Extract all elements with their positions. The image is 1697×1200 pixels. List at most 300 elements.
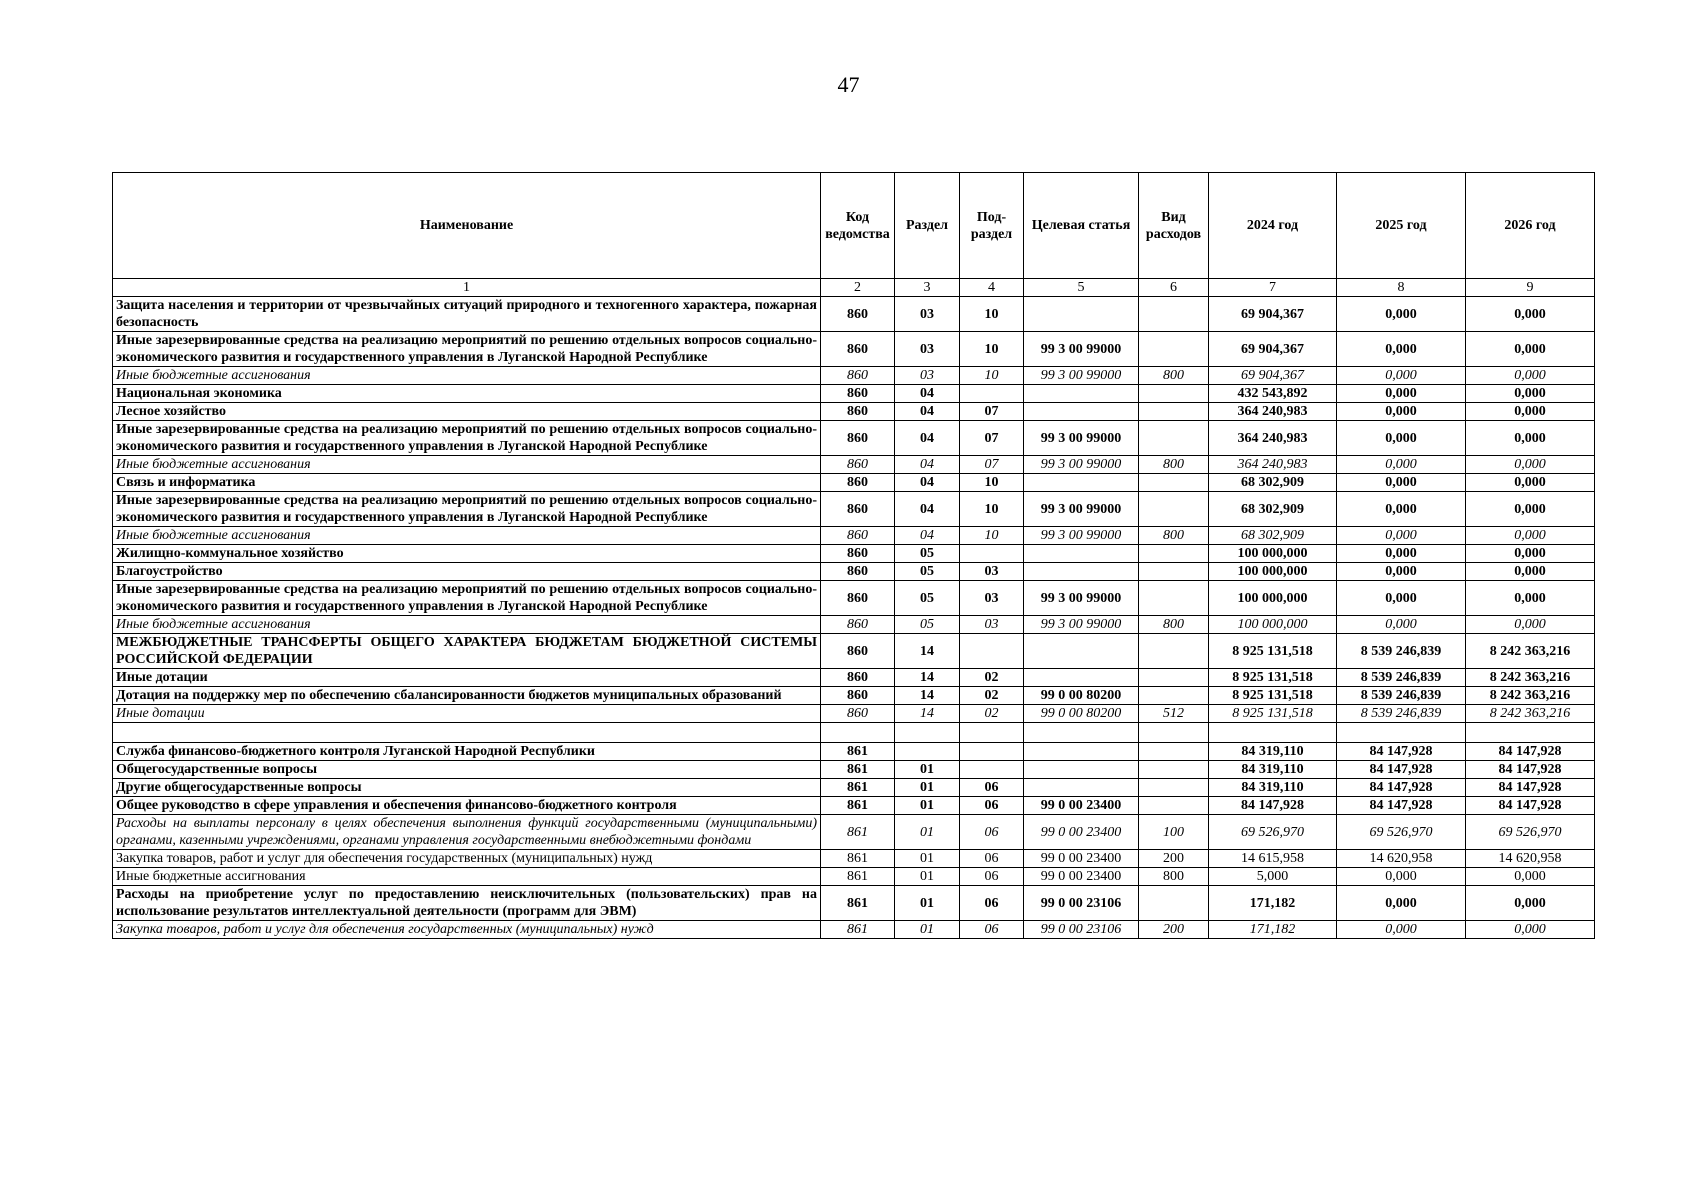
row-amount-2024: 8 925 131,518 bbox=[1209, 634, 1337, 669]
row-expense-type bbox=[1139, 687, 1209, 705]
row-amount-2024: 69 526,970 bbox=[1209, 815, 1337, 850]
row-amount-2025: 8 539 246,839 bbox=[1337, 705, 1466, 723]
row-amount-2026: 14 620,958 bbox=[1466, 850, 1595, 868]
table-row bbox=[113, 403, 1595, 421]
row-expense-type: 800 bbox=[1139, 367, 1209, 385]
row-amount-2026: 8 242 363,216 bbox=[1466, 705, 1595, 723]
row-name: МЕЖБЮДЖЕТНЫЕ ТРАНСФЕРТЫ ОБЩЕГО ХАРАКТЕРА БЮДЖЕТАМ БЮДЖЕТНОЙ СИСТЕМЫ РОССИЙСКОЙ ФЕДЕРАЦИИ bbox=[113, 634, 821, 669]
header-section: Раздел bbox=[895, 173, 960, 279]
row-amount-2026: 84 147,928 bbox=[1466, 779, 1595, 797]
row-section: 01 bbox=[895, 886, 960, 921]
table-row bbox=[113, 779, 1595, 797]
column-number: 7 bbox=[1209, 279, 1337, 297]
row-dept-code: 860 bbox=[821, 332, 895, 367]
row-name: Национальная экономика bbox=[113, 385, 821, 403]
table-body bbox=[113, 297, 1595, 939]
row-amount-2024: 84 147,928 bbox=[1209, 797, 1337, 815]
table-row bbox=[113, 545, 1595, 563]
row-name: Лесное хозяйство bbox=[113, 403, 821, 421]
row-target-article: 99 0 00 23400 bbox=[1024, 850, 1139, 868]
row-expense-type: 800 bbox=[1139, 868, 1209, 886]
row-amount-2024: 84 319,110 bbox=[1209, 761, 1337, 779]
row-expense-type bbox=[1139, 581, 1209, 616]
row-amount-2025: 0,000 bbox=[1337, 492, 1466, 527]
row-section: 01 bbox=[895, 868, 960, 886]
column-number: 4 bbox=[960, 279, 1024, 297]
row-amount-2026: 84 147,928 bbox=[1466, 797, 1595, 815]
row-subsection: 06 bbox=[960, 850, 1024, 868]
column-number: 2 bbox=[821, 279, 895, 297]
column-number: 3 bbox=[895, 279, 960, 297]
row-name: Расходы на выплаты персоналу в целях обеспечения выполнения функций государственными (муниципальными) органами, казенными учреждениями, органами управления государственными внебюджетными фондами bbox=[113, 815, 821, 850]
table-row bbox=[113, 815, 1595, 850]
row-subsection: 10 bbox=[960, 527, 1024, 545]
row-subsection: 03 bbox=[960, 581, 1024, 616]
row-subsection bbox=[960, 634, 1024, 669]
row-amount-2024: 364 240,983 bbox=[1209, 421, 1337, 456]
table-row bbox=[113, 385, 1595, 403]
row-amount-2024: 171,182 bbox=[1209, 921, 1337, 939]
row-name: Иные бюджетные ассигнования bbox=[113, 367, 821, 385]
row-subsection: 10 bbox=[960, 474, 1024, 492]
row-target-article: 99 3 00 99000 bbox=[1024, 421, 1139, 456]
row-dept-code: 860 bbox=[821, 669, 895, 687]
row-amount-2026: 0,000 bbox=[1466, 297, 1595, 332]
row-amount-2025: 84 147,928 bbox=[1337, 743, 1466, 761]
table-row bbox=[113, 474, 1595, 492]
table-row bbox=[113, 687, 1595, 705]
table-row bbox=[113, 921, 1595, 939]
row-dept-code: 861 bbox=[821, 743, 895, 761]
table-row bbox=[113, 367, 1595, 385]
row-amount-2025: 0,000 bbox=[1337, 385, 1466, 403]
row-dept-code: 860 bbox=[821, 545, 895, 563]
row-target-article: 99 3 00 99000 bbox=[1024, 527, 1139, 545]
row-section bbox=[895, 743, 960, 761]
row-expense-type bbox=[1139, 545, 1209, 563]
row-amount-2025: 0,000 bbox=[1337, 527, 1466, 545]
row-section: 03 bbox=[895, 297, 960, 332]
row-amount-2024: 69 904,367 bbox=[1209, 297, 1337, 332]
row-amount-2024: 100 000,000 bbox=[1209, 545, 1337, 563]
row-dept-code: 860 bbox=[821, 474, 895, 492]
row-amount-2026: 0,000 bbox=[1466, 527, 1595, 545]
row-name: Иные зарезервированные средства на реализацию мероприятий по решению отдельных вопросов социально-экономического развития и государственного управления в Луганской Народной Республике bbox=[113, 492, 821, 527]
row-expense-type: 800 bbox=[1139, 616, 1209, 634]
row-expense-type bbox=[1139, 385, 1209, 403]
table-row bbox=[113, 886, 1595, 921]
row-subsection: 07 bbox=[960, 403, 1024, 421]
row-name: Закупка товаров, работ и услуг для обеспечения государственных (муниципальных) нужд bbox=[113, 921, 821, 939]
row-amount-2024: 68 302,909 bbox=[1209, 492, 1337, 527]
row-amount-2026: 0,000 bbox=[1466, 456, 1595, 474]
header-subsection: Под-раздел bbox=[960, 173, 1024, 279]
row-subsection: 10 bbox=[960, 367, 1024, 385]
row-subsection: 06 bbox=[960, 868, 1024, 886]
table-row bbox=[113, 705, 1595, 723]
row-name: Общегосударственные вопросы bbox=[113, 761, 821, 779]
row-section bbox=[895, 723, 960, 743]
row-amount-2024: 68 302,909 bbox=[1209, 474, 1337, 492]
column-number: 8 bbox=[1337, 279, 1466, 297]
row-amount-2024: 8 925 131,518 bbox=[1209, 669, 1337, 687]
row-expense-type bbox=[1139, 421, 1209, 456]
row-dept-code: 860 bbox=[821, 421, 895, 456]
row-amount-2026: 0,000 bbox=[1466, 563, 1595, 581]
row-amount-2026: 0,000 bbox=[1466, 868, 1595, 886]
row-amount-2026: 0,000 bbox=[1466, 886, 1595, 921]
row-amount-2025: 0,000 bbox=[1337, 474, 1466, 492]
row-section: 03 bbox=[895, 332, 960, 367]
row-dept-code: 860 bbox=[821, 492, 895, 527]
row-section: 04 bbox=[895, 474, 960, 492]
row-subsection: 07 bbox=[960, 456, 1024, 474]
row-subsection: 07 bbox=[960, 421, 1024, 456]
row-target-article bbox=[1024, 474, 1139, 492]
row-expense-type: 800 bbox=[1139, 456, 1209, 474]
row-subsection: 10 bbox=[960, 297, 1024, 332]
row-dept-code: 860 bbox=[821, 705, 895, 723]
row-subsection: 03 bbox=[960, 563, 1024, 581]
table-row bbox=[113, 616, 1595, 634]
row-subsection bbox=[960, 761, 1024, 779]
row-subsection: 06 bbox=[960, 815, 1024, 850]
row-amount-2025: 8 539 246,839 bbox=[1337, 634, 1466, 669]
row-amount-2024 bbox=[1209, 723, 1337, 743]
row-name: Иные дотации bbox=[113, 669, 821, 687]
row-section: 01 bbox=[895, 797, 960, 815]
row-section: 04 bbox=[895, 385, 960, 403]
row-expense-type: 512 bbox=[1139, 705, 1209, 723]
row-subsection: 06 bbox=[960, 886, 1024, 921]
row-amount-2026: 8 242 363,216 bbox=[1466, 687, 1595, 705]
row-expense-type bbox=[1139, 886, 1209, 921]
row-amount-2026: 8 242 363,216 bbox=[1466, 669, 1595, 687]
row-amount-2025: 0,000 bbox=[1337, 367, 1466, 385]
row-amount-2024: 364 240,983 bbox=[1209, 403, 1337, 421]
row-target-article: 99 3 00 99000 bbox=[1024, 581, 1139, 616]
row-section: 14 bbox=[895, 634, 960, 669]
row-section: 05 bbox=[895, 563, 960, 581]
row-section: 04 bbox=[895, 403, 960, 421]
header-2026: 2026 год bbox=[1466, 173, 1595, 279]
row-dept-code: 860 bbox=[821, 403, 895, 421]
row-target-article bbox=[1024, 385, 1139, 403]
row-name: Иные зарезервированные средства на реализацию мероприятий по решению отдельных вопросов социально-экономического развития и государственного управления в Луганской Народной Республике bbox=[113, 581, 821, 616]
row-amount-2026: 69 526,970 bbox=[1466, 815, 1595, 850]
row-section: 14 bbox=[895, 687, 960, 705]
row-amount-2025: 0,000 bbox=[1337, 868, 1466, 886]
row-target-article: 99 0 00 23106 bbox=[1024, 886, 1139, 921]
row-dept-code: 860 bbox=[821, 367, 895, 385]
row-amount-2026: 0,000 bbox=[1466, 385, 1595, 403]
table-row bbox=[113, 797, 1595, 815]
row-section: 05 bbox=[895, 545, 960, 563]
row-section: 05 bbox=[895, 581, 960, 616]
row-expense-type bbox=[1139, 332, 1209, 367]
row-dept-code: 861 bbox=[821, 850, 895, 868]
row-target-article bbox=[1024, 761, 1139, 779]
row-section: 04 bbox=[895, 492, 960, 527]
header-2024: 2024 год bbox=[1209, 173, 1337, 279]
row-amount-2026: 0,000 bbox=[1466, 581, 1595, 616]
row-amount-2025: 0,000 bbox=[1337, 332, 1466, 367]
row-section: 04 bbox=[895, 456, 960, 474]
row-amount-2024: 69 904,367 bbox=[1209, 367, 1337, 385]
row-amount-2025: 0,000 bbox=[1337, 545, 1466, 563]
row-expense-type bbox=[1139, 403, 1209, 421]
row-target-article: 99 0 00 23400 bbox=[1024, 868, 1139, 886]
row-section: 04 bbox=[895, 421, 960, 456]
row-subsection bbox=[960, 385, 1024, 403]
row-target-article: 99 0 00 23400 bbox=[1024, 815, 1139, 850]
row-amount-2025: 84 147,928 bbox=[1337, 761, 1466, 779]
row-amount-2025: 84 147,928 bbox=[1337, 779, 1466, 797]
row-subsection bbox=[960, 743, 1024, 761]
page-number: 47 bbox=[837, 72, 860, 97]
row-amount-2024: 84 319,110 bbox=[1209, 779, 1337, 797]
row-amount-2024: 100 000,000 bbox=[1209, 563, 1337, 581]
row-target-article: 99 3 00 99000 bbox=[1024, 332, 1139, 367]
row-section: 05 bbox=[895, 616, 960, 634]
row-amount-2025: 0,000 bbox=[1337, 921, 1466, 939]
table-row bbox=[113, 634, 1595, 669]
row-name: Иные зарезервированные средства на реализацию мероприятий по решению отдельных вопросов социально-экономического развития и государственного управления в Луганской Народной Республике bbox=[113, 332, 821, 367]
table-row bbox=[113, 456, 1595, 474]
row-amount-2025: 0,000 bbox=[1337, 581, 1466, 616]
row-name: Иные бюджетные ассигнования bbox=[113, 868, 821, 886]
row-dept-code: 861 bbox=[821, 815, 895, 850]
row-dept-code: 861 bbox=[821, 921, 895, 939]
row-subsection: 10 bbox=[960, 332, 1024, 367]
table-row bbox=[113, 669, 1595, 687]
header-target-article: Целевая статья bbox=[1024, 173, 1139, 279]
row-amount-2024: 84 319,110 bbox=[1209, 743, 1337, 761]
row-amount-2026: 0,000 bbox=[1466, 616, 1595, 634]
table-row bbox=[113, 421, 1595, 456]
row-amount-2024: 8 925 131,518 bbox=[1209, 705, 1337, 723]
header-2025: 2025 год bbox=[1337, 173, 1466, 279]
row-amount-2026: 0,000 bbox=[1466, 403, 1595, 421]
row-section: 01 bbox=[895, 761, 960, 779]
column-number: 9 bbox=[1466, 279, 1595, 297]
row-dept-code: 860 bbox=[821, 385, 895, 403]
row-section: 01 bbox=[895, 850, 960, 868]
row-expense-type: 100 bbox=[1139, 815, 1209, 850]
table-row bbox=[113, 332, 1595, 367]
row-amount-2025: 69 526,970 bbox=[1337, 815, 1466, 850]
column-number: 5 bbox=[1024, 279, 1139, 297]
row-name: Закупка товаров, работ и услуг для обеспечения государственных (муниципальных) нужд bbox=[113, 850, 821, 868]
row-amount-2024: 100 000,000 bbox=[1209, 616, 1337, 634]
row-target-article: 99 0 00 80200 bbox=[1024, 705, 1139, 723]
table-row bbox=[113, 850, 1595, 868]
row-amount-2026: 0,000 bbox=[1466, 492, 1595, 527]
row-amount-2025: 84 147,928 bbox=[1337, 797, 1466, 815]
row-name: Благоустройство bbox=[113, 563, 821, 581]
row-amount-2026: 0,000 bbox=[1466, 421, 1595, 456]
row-amount-2025: 0,000 bbox=[1337, 403, 1466, 421]
table-header bbox=[113, 173, 1595, 297]
row-amount-2024: 68 302,909 bbox=[1209, 527, 1337, 545]
row-amount-2024: 171,182 bbox=[1209, 886, 1337, 921]
row-amount-2025: 0,000 bbox=[1337, 886, 1466, 921]
row-target-article bbox=[1024, 779, 1139, 797]
row-name: Иные зарезервированные средства на реализацию мероприятий по решению отдельных вопросов социально-экономического развития и государственного управления в Луганской Народной Республике bbox=[113, 421, 821, 456]
row-amount-2026: 0,000 bbox=[1466, 545, 1595, 563]
row-target-article: 99 3 00 99000 bbox=[1024, 616, 1139, 634]
row-amount-2026 bbox=[1466, 723, 1595, 743]
row-expense-type bbox=[1139, 634, 1209, 669]
row-section: 14 bbox=[895, 705, 960, 723]
row-expense-type bbox=[1139, 761, 1209, 779]
row-expense-type bbox=[1139, 797, 1209, 815]
row-section: 01 bbox=[895, 815, 960, 850]
row-amount-2025: 14 620,958 bbox=[1337, 850, 1466, 868]
row-amount-2025: 8 539 246,839 bbox=[1337, 669, 1466, 687]
table-row bbox=[113, 492, 1595, 527]
row-subsection: 02 bbox=[960, 669, 1024, 687]
row-amount-2025: 8 539 246,839 bbox=[1337, 687, 1466, 705]
row-amount-2024: 14 615,958 bbox=[1209, 850, 1337, 868]
row-amount-2025: 0,000 bbox=[1337, 421, 1466, 456]
table-row bbox=[113, 297, 1595, 332]
row-expense-type bbox=[1139, 492, 1209, 527]
row-name: Другие общегосударственные вопросы bbox=[113, 779, 821, 797]
row-dept-code: 860 bbox=[821, 634, 895, 669]
header-dept-code: Код ведомства bbox=[821, 173, 895, 279]
row-amount-2026: 0,000 bbox=[1466, 921, 1595, 939]
row-expense-type bbox=[1139, 563, 1209, 581]
row-amount-2026: 0,000 bbox=[1466, 332, 1595, 367]
row-name: Общее руководство в сфере управления и обеспечения финансово-бюджетного контроля bbox=[113, 797, 821, 815]
row-expense-type: 200 bbox=[1139, 850, 1209, 868]
row-amount-2024: 8 925 131,518 bbox=[1209, 687, 1337, 705]
row-name bbox=[113, 723, 821, 743]
row-amount-2024: 364 240,983 bbox=[1209, 456, 1337, 474]
row-subsection bbox=[960, 545, 1024, 563]
row-target-article bbox=[1024, 563, 1139, 581]
table-row bbox=[113, 563, 1595, 581]
row-amount-2026: 84 147,928 bbox=[1466, 743, 1595, 761]
row-dept-code: 861 bbox=[821, 779, 895, 797]
row-amount-2025: 0,000 bbox=[1337, 563, 1466, 581]
row-amount-2026: 84 147,928 bbox=[1466, 761, 1595, 779]
row-target-article: 99 0 00 23400 bbox=[1024, 797, 1139, 815]
row-name: Связь и информатика bbox=[113, 474, 821, 492]
header-expense-type: Вид расходов bbox=[1139, 173, 1209, 279]
row-target-article: 99 0 00 80200 bbox=[1024, 687, 1139, 705]
row-target-article bbox=[1024, 403, 1139, 421]
row-target-article: 99 0 00 23106 bbox=[1024, 921, 1139, 939]
row-target-article: 99 3 00 99000 bbox=[1024, 367, 1139, 385]
table-row bbox=[113, 723, 1595, 743]
row-amount-2025: 0,000 bbox=[1337, 616, 1466, 634]
row-amount-2024: 432 543,892 bbox=[1209, 385, 1337, 403]
budget-table bbox=[112, 172, 1595, 939]
row-amount-2026: 0,000 bbox=[1466, 367, 1595, 385]
row-dept-code: 861 bbox=[821, 761, 895, 779]
row-subsection: 10 bbox=[960, 492, 1024, 527]
row-name: Расходы на приобретение услуг по предоставлению неисключительных (пользовательских) прав на использование результатов интеллектуальной деятельности (программ для ЭВМ) bbox=[113, 886, 821, 921]
row-subsection: 06 bbox=[960, 921, 1024, 939]
row-subsection: 02 bbox=[960, 705, 1024, 723]
row-name: Служба финансово-бюджетного контроля Луганской Народной Республики bbox=[113, 743, 821, 761]
row-dept-code: 860 bbox=[821, 297, 895, 332]
row-section: 14 bbox=[895, 669, 960, 687]
row-expense-type: 800 bbox=[1139, 527, 1209, 545]
row-subsection: 03 bbox=[960, 616, 1024, 634]
row-amount-2024: 100 000,000 bbox=[1209, 581, 1337, 616]
row-target-article: 99 3 00 99000 bbox=[1024, 492, 1139, 527]
row-expense-type bbox=[1139, 743, 1209, 761]
row-subsection: 02 bbox=[960, 687, 1024, 705]
column-number: 1 bbox=[113, 279, 821, 297]
row-section: 04 bbox=[895, 527, 960, 545]
row-amount-2024: 5,000 bbox=[1209, 868, 1337, 886]
row-dept-code: 860 bbox=[821, 456, 895, 474]
row-section: 03 bbox=[895, 367, 960, 385]
table-row bbox=[113, 581, 1595, 616]
row-dept-code: 860 bbox=[821, 527, 895, 545]
row-target-article bbox=[1024, 743, 1139, 761]
row-name: Жилищно-коммунальное хозяйство bbox=[113, 545, 821, 563]
row-target-article bbox=[1024, 723, 1139, 743]
row-target-article bbox=[1024, 634, 1139, 669]
row-expense-type bbox=[1139, 779, 1209, 797]
table-row bbox=[113, 743, 1595, 761]
row-target-article bbox=[1024, 669, 1139, 687]
row-dept-code: 860 bbox=[821, 581, 895, 616]
row-dept-code: 860 bbox=[821, 687, 895, 705]
header-name: Наименование bbox=[113, 173, 821, 279]
row-name: Защита населения и территории от чрезвычайных ситуаций природного и техногенного характера, пожарная безопасность bbox=[113, 297, 821, 332]
row-section: 01 bbox=[895, 921, 960, 939]
row-expense-type bbox=[1139, 723, 1209, 743]
row-subsection: 06 bbox=[960, 779, 1024, 797]
row-dept-code: 861 bbox=[821, 797, 895, 815]
row-section: 01 bbox=[895, 779, 960, 797]
row-subsection: 06 bbox=[960, 797, 1024, 815]
row-amount-2026: 0,000 bbox=[1466, 474, 1595, 492]
row-target-article bbox=[1024, 297, 1139, 332]
row-expense-type bbox=[1139, 297, 1209, 332]
row-dept-code: 861 bbox=[821, 886, 895, 921]
row-expense-type bbox=[1139, 474, 1209, 492]
row-name: Дотация на поддержку мер по обеспечению сбалансированности бюджетов муниципальных образований bbox=[113, 687, 821, 705]
table-row bbox=[113, 527, 1595, 545]
row-dept-code: 861 bbox=[821, 868, 895, 886]
table-row bbox=[113, 761, 1595, 779]
row-dept-code: 860 bbox=[821, 616, 895, 634]
row-target-article: 99 3 00 99000 bbox=[1024, 456, 1139, 474]
row-amount-2024: 69 904,367 bbox=[1209, 332, 1337, 367]
column-numbering-row bbox=[113, 279, 1595, 297]
row-target-article bbox=[1024, 545, 1139, 563]
row-name: Иные дотации bbox=[113, 705, 821, 723]
row-name: Иные бюджетные ассигнования bbox=[113, 616, 821, 634]
row-amount-2025 bbox=[1337, 723, 1466, 743]
row-name: Иные бюджетные ассигнования bbox=[113, 456, 821, 474]
table-row bbox=[113, 868, 1595, 886]
row-dept-code bbox=[821, 723, 895, 743]
row-subsection bbox=[960, 723, 1024, 743]
row-dept-code: 860 bbox=[821, 563, 895, 581]
row-amount-2025: 0,000 bbox=[1337, 297, 1466, 332]
row-amount-2025: 0,000 bbox=[1337, 456, 1466, 474]
row-name: Иные бюджетные ассигнования bbox=[113, 527, 821, 545]
row-amount-2026: 8 242 363,216 bbox=[1466, 634, 1595, 669]
